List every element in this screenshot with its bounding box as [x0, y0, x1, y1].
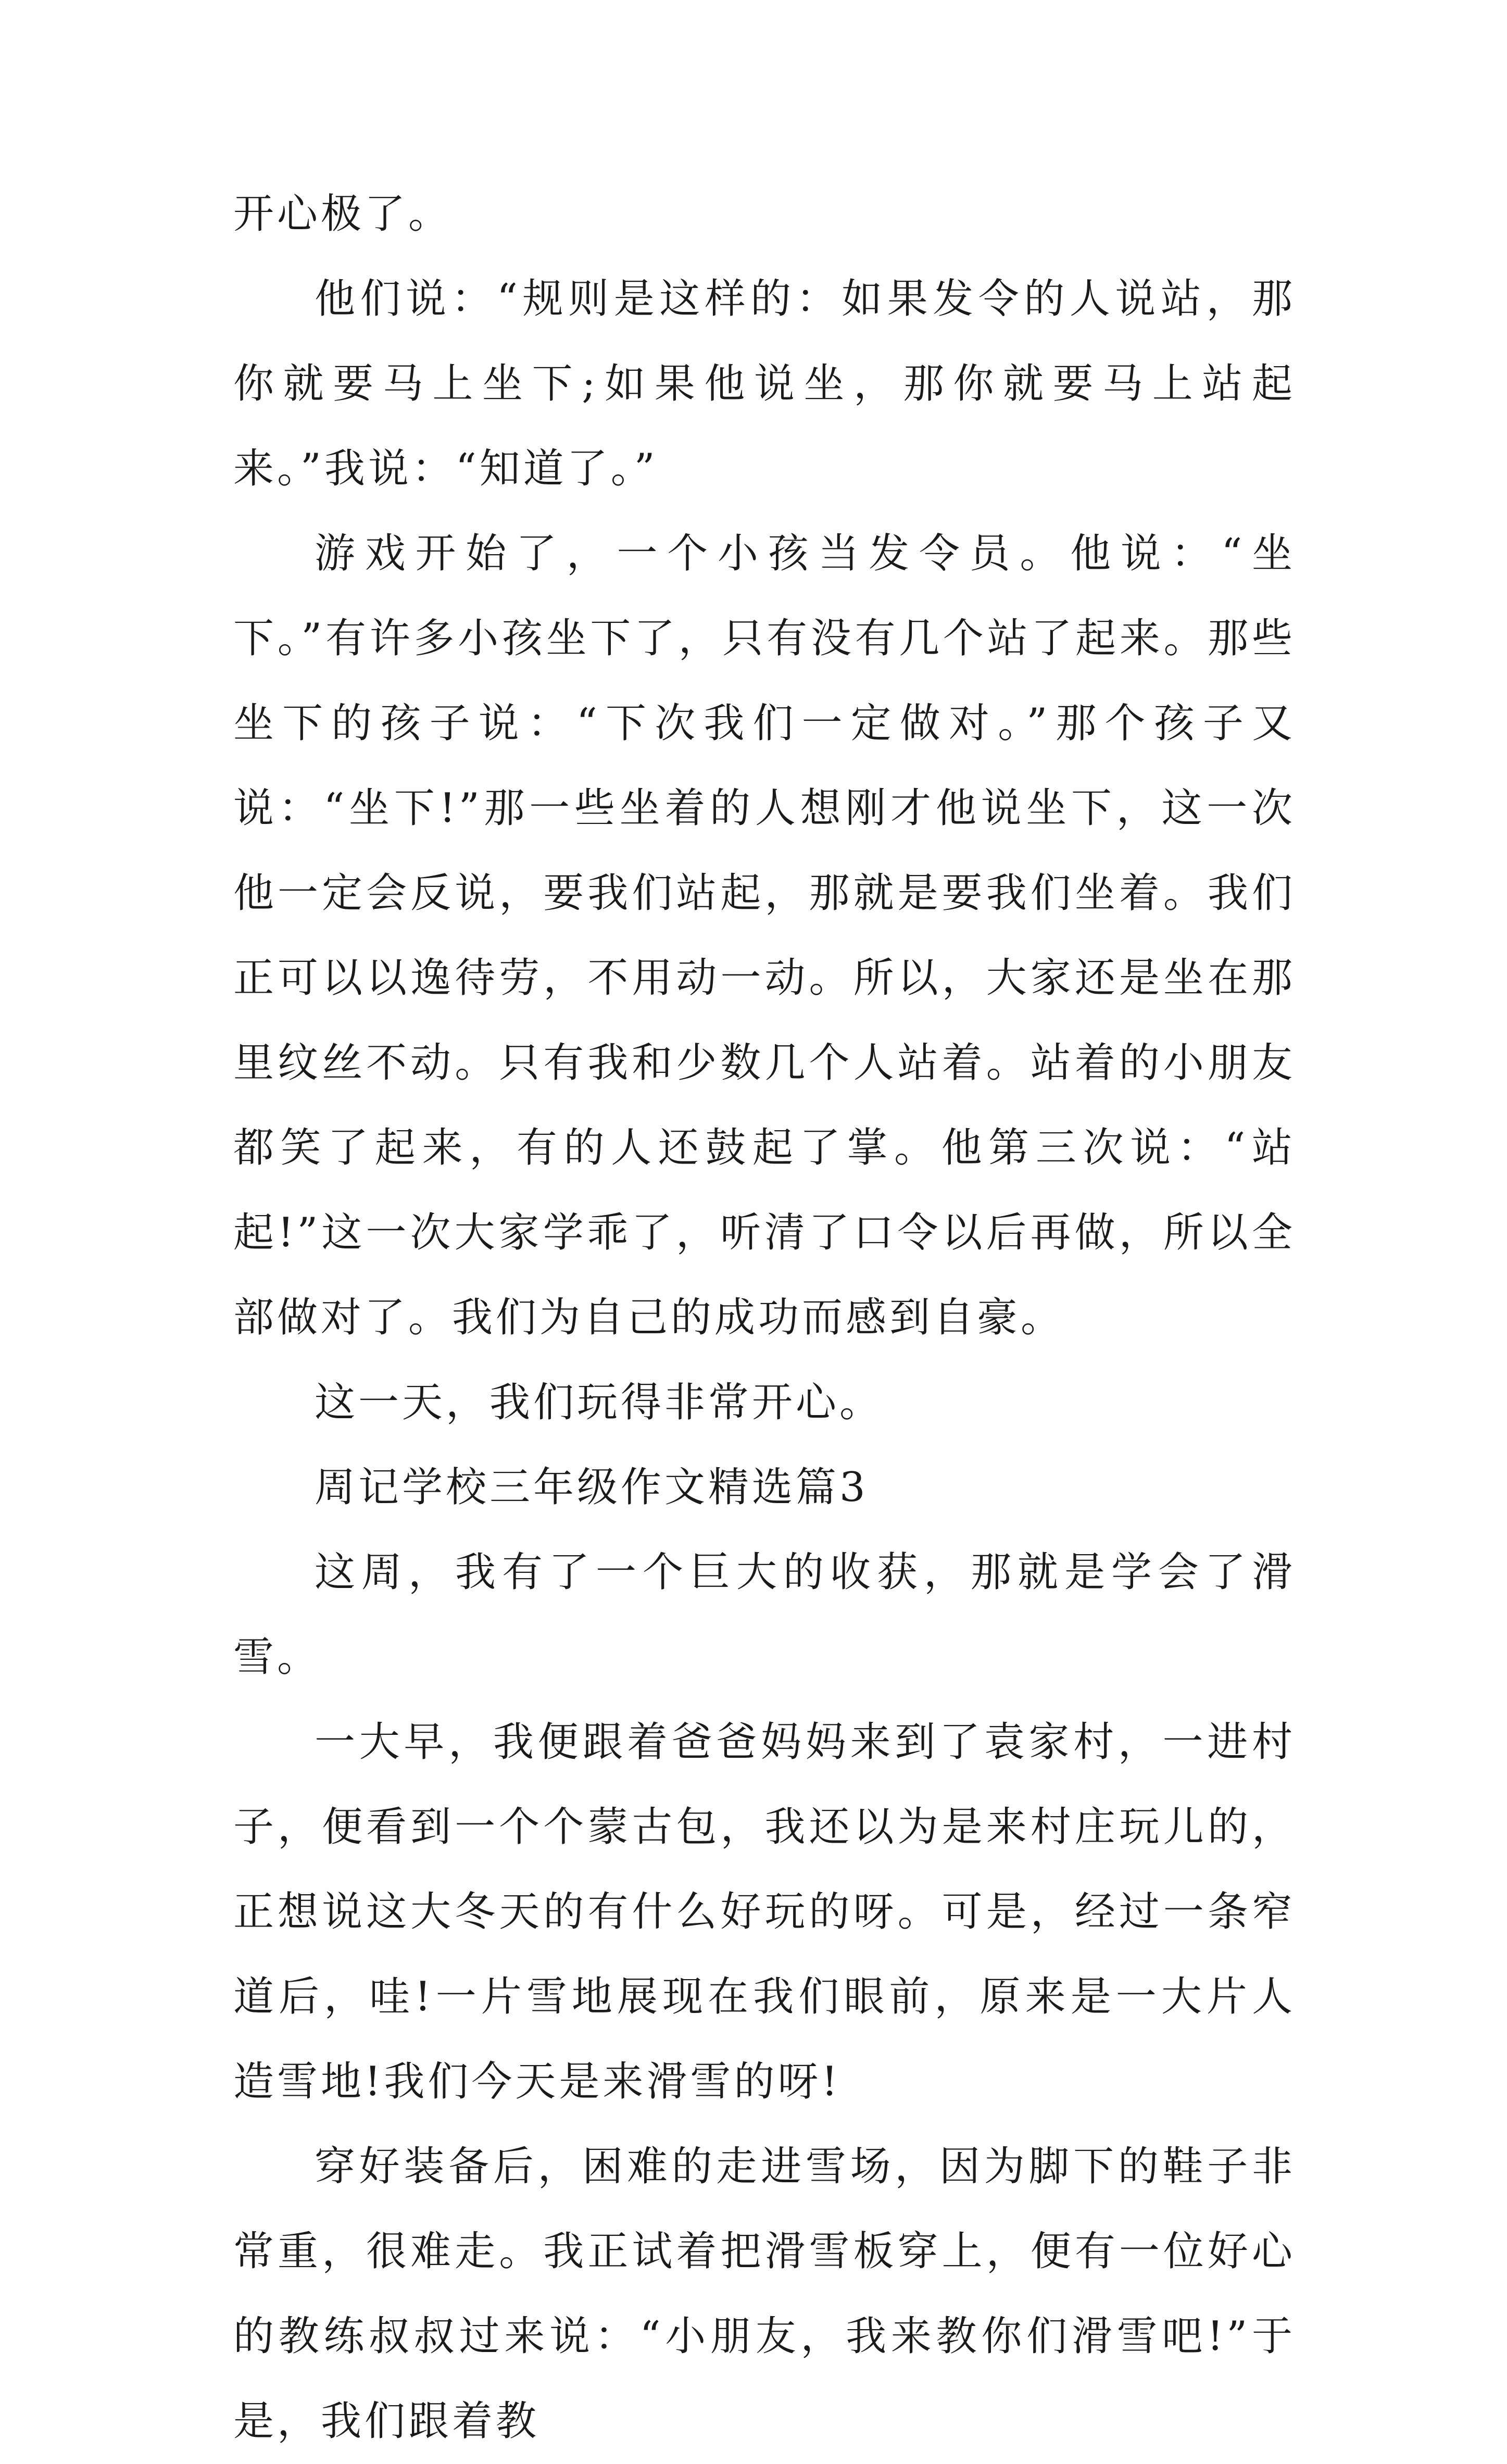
- paragraph-7: 穿好装备后，困难的走进雪场，因为脚下的鞋子非常重，很难走。我正试着把滑雪板穿上，便有一位好心的教练叔叔过来说：“小朋友，我来教你们滑雪吧!”于是，我们跟着教: [233, 2143, 1296, 2445]
- paragraph-2: 他们说：“规则是这样的：如果发令的人说站，那你就要马上坐下;如果他说坐，那你就要马上站起来。”我说：“知道了。”: [233, 276, 1296, 492]
- paragraph-3: 游戏开始了，一个小孩当发令员。他说：“坐下。”有许多小孩坐下了，只有没有几个站了起来。那些坐下的孩子说：“下次我们一定做对。”那个孩子又说：“坐下!”那一些坐着的人想刚才他说坐下，这一次他一定会反说，要我们站起，那就是要我们坐着。我们正可以以逸待劳，不用动一动。所以，大家还是坐在那里纹丝不动。只有我和少数几个人站着。站着的小朋友都笑了起来，有的人还鼓起了掌。他第三次说：“站起!”这一次大家学乖了，听清了口令以后再做，所以全部做对了。我们为自己的成功而感到自豪。: [233, 530, 1296, 1341]
- paragraph-5: 这周，我有了一个巨大的收获，那就是学会了滑雪。: [233, 1549, 1296, 1681]
- document-body: [233, 172, 1296, 2464]
- paragraph-1: 开心极了。: [233, 191, 453, 237]
- paragraph-4: 这一天，我们玩得非常开心。: [315, 1379, 884, 1426]
- section-heading: 周记学校三年级作文精选篇3: [315, 1464, 869, 1511]
- paragraph-6: 一大早，我便跟着爸爸妈妈来到了袁家村，一进村子，便看到一个个蒙古包，我还以为是来村庄玩儿的，正想说这大冬天的有什么好玩的呀。可是，经过一条窄道后，哇!一片雪地展现在我们眼前，原来是一大片人造雪地!我们今天是来滑雪的呀!: [233, 1719, 1296, 2105]
